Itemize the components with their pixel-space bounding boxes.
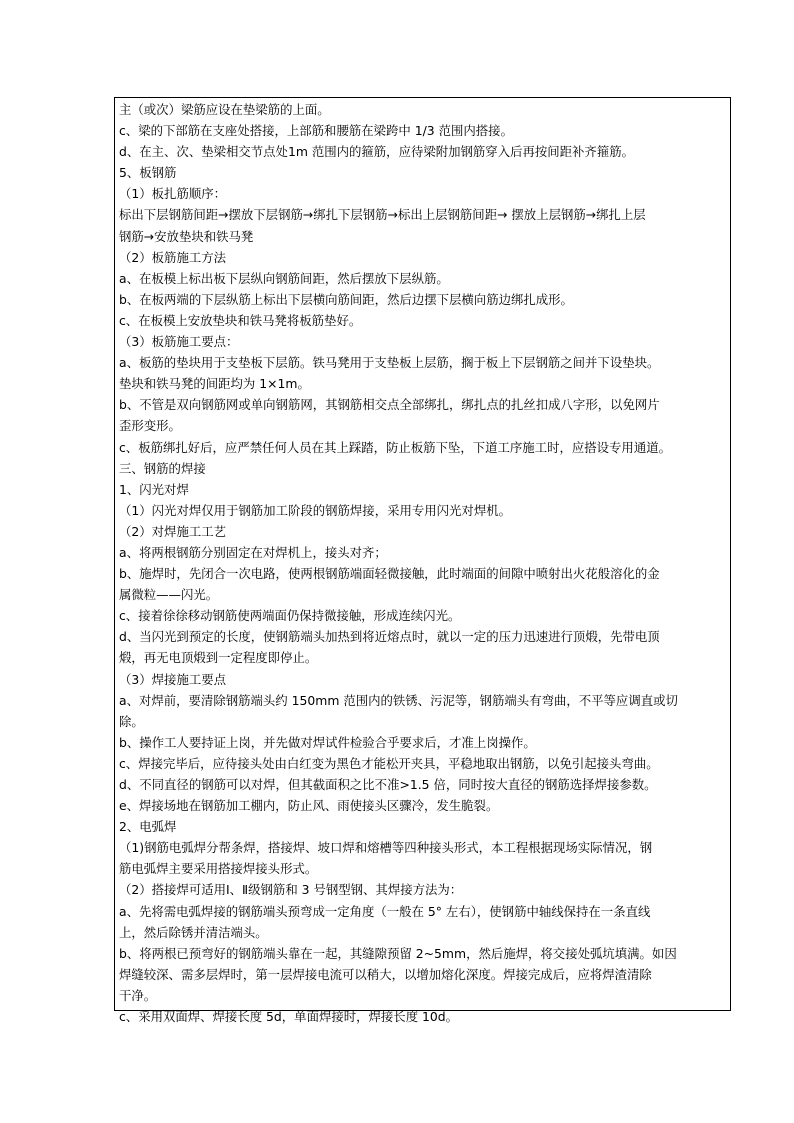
text-line: c、焊接完毕后，应待接头处由白红变为黑色才能松开夹具，平稳地取出钢筋，以免引起接头弯曲。: [119, 755, 659, 771]
text-line: （1)钢筋电弧焊分帮条焊，搭接焊、坡口焊和熔槽等四种接头形式，本工程根据现场实际情况，钢: [119, 840, 653, 856]
text-line: a、先将需电弧焊接的钢筋端头预弯成一定角度（一般在 5° 左右），使钢筋中轴线保持在一条直线: [119, 903, 651, 919]
text-line: （1）板扎筋顺序：: [119, 186, 227, 202]
text-line: c、在板模上安放垫块和铁马凳将板筋垫好。: [119, 312, 362, 328]
text-line: （2）搭接焊可适用Ⅰ、Ⅱ级钢筋和 3 号钢型钢、其焊接方法为：: [119, 882, 463, 898]
text-line: c、采用双面焊、焊接长度 5d，单面焊接时，焊接长度 10d。: [119, 1009, 459, 1025]
text-line: 除。: [119, 713, 144, 729]
document-body: [119, 99, 726, 1027]
text-line: （3）焊接施工要点: [119, 671, 227, 687]
text-line: d、当闪光到预定的长度，使钢筋端头加热到将近熔点时，就以一定的压力迅速进行顶煅，先带电顶: [119, 629, 660, 645]
text-line: 2、电弧焊: [119, 819, 177, 835]
text-line: 垫块和铁马凳的间距均为 1×1m。: [119, 376, 310, 392]
text-line: c、接着徐徐移动钢筋使两端面仍保持微接触，形成连续闪光。: [119, 608, 461, 624]
text-line: b、将两根已预弯好的钢筋端头靠在一起，其缝隙预留 2~5mm，然后施焊，将交接处弧坑填满。如因: [119, 945, 677, 961]
text-line: b、施焊时，先闭合一次电路，使两根钢筋端面轻微接触，此时端面的间隙中喷射出火花般溶化的金: [119, 566, 660, 582]
text-line: a、板筋的垫块用于支垫板下层筋。铁马凳用于支垫板上层筋，搁于板上下层钢筋之间并下设垫块。: [119, 355, 660, 371]
text-line: b、操作工人要持证上岗，并先做对焊试件检验合乎要求后，才准上岗操作。: [119, 734, 536, 750]
text-line: 上，然后除锈并清洁端头。: [119, 924, 268, 940]
text-line: a、对焊前，要清除钢筋端头约 150mm 范围内的铁锈、污泥等，钢筋端头有弯曲，不平等应调直或切: [119, 692, 678, 708]
text-line: （2）对焊施工工艺: [119, 523, 227, 539]
content-table-cell: [114, 97, 731, 1025]
text-line: b、不管是双向钢筋网或单向钢筋网，其钢筋相交点全部绑扎，绑扎点的扎丝扣成八字形，以免网片: [119, 397, 660, 413]
text-line: b、在板两端的下层纵筋上标出下层横向筋间距，然后边摆下层横向筋边绑扎成形。: [119, 291, 573, 307]
text-line: d、不同直径的钢筋可以对焊，但其截面积之比不准>1.5 倍，同时按大直径的钢筋选择焊接参数。: [119, 777, 657, 792]
text-line: 主（或次）梁筋应设在垫梁筋的上面。: [119, 102, 330, 117]
text-line: （3）板筋施工要点：: [119, 334, 239, 350]
text-line: 钢筋→安放垫块和铁马凳: [119, 228, 254, 244]
text-line: c、梁的下部筋在支座处搭接，上部筋和腰筋在梁跨中 1/3 范围内搭接。: [119, 123, 513, 139]
text-line: （2）板筋施工方法: [119, 249, 227, 265]
text-line: 5、板钢筋: [119, 165, 177, 181]
text-line: 筋电弧焊主要采用搭接焊接头形式。: [119, 861, 318, 877]
text-line: e、焊接场地在钢筋加工棚内，防止风、雨使接头区骤冷，发生脆裂。: [119, 798, 499, 814]
text-line: a、将两根钢筋分别固定在对焊机上，接头对齐；: [119, 544, 387, 560]
text-line: c、板筋绑扎好后，应严禁任何人员在其上踩踏，防止板筋下坠，下道工序施工时，应搭设专用通道。: [119, 439, 671, 455]
text-line: 干净。: [119, 987, 157, 1003]
text-line: 煅，再无电顶煅到一定程度即停止。: [119, 650, 318, 666]
text-line: 属微粒——闪光。: [119, 587, 219, 603]
text-line: 歪形变形。: [119, 418, 181, 434]
text-line: 1、闪光对焊: [119, 481, 189, 497]
text-line: 焊缝较深、需多层焊时，第一层焊接电流可以稍大，以增加熔化深度。焊接完成后，应将焊渣清除: [119, 966, 652, 982]
text-line: a、在板模上标出板下层纵向钢筋间距，然后摆放下层纵筋。: [119, 270, 449, 286]
text-line: （1）闪光对焊仅用于钢筋加工阶段的钢筋焊接，采用专用闪光对焊机。: [119, 502, 511, 518]
text-line: 三、钢筋的焊接: [119, 460, 206, 476]
text-line: d、在主、次、垫梁相交节点处1m 范围内的箍筋，应待梁附加钢筋穿入后再按间距补齐箍筋。: [119, 144, 634, 160]
text-line: 标出下层钢筋间距→摆放下层钢筋→绑扎下层钢筋→标出上层钢筋间距→ 摆放上层钢筋→绑扎上层: [119, 207, 646, 223]
